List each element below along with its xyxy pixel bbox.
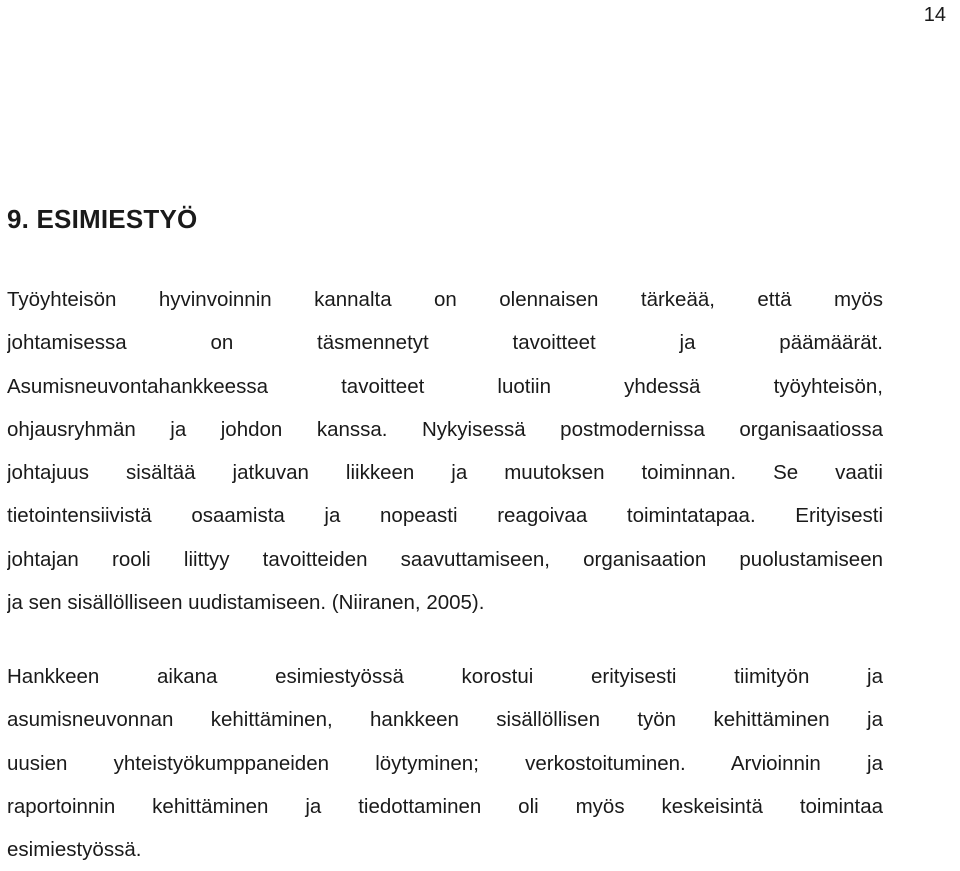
text-line: asumisneuvonnan kehittäminen, hankkeen sisällöllisen työn kehittäminen ja bbox=[7, 708, 883, 732]
text-line: esimiestyössä. bbox=[7, 838, 142, 862]
page-number: 14 bbox=[923, 4, 946, 26]
text-line: johtamisessa on täsmennetyt tavoitteet ja päämäärät. bbox=[7, 331, 883, 355]
text-line: uusien yhteistyökumppaneiden löytyminen; verkostoituminen. Arvioinnin ja bbox=[7, 751, 883, 775]
text-line: ohjausryhmän ja johdon kanssa. Nykyisessä postmodernissa organisaatiossa bbox=[7, 417, 883, 441]
text-line: Hankkeen aikana esimiestyössä korostui erityisesti tiimityön ja bbox=[7, 665, 883, 688]
paragraph-1 bbox=[7, 278, 883, 624]
text-line: ja sen sisällölliseen uudistamiseen. (Niiranen, 2005). bbox=[7, 591, 485, 615]
text-line: Työyhteisön hyvinvoinnin kannalta on olennaisen tärkeää, että myös bbox=[7, 288, 883, 311]
paragraph-2 bbox=[7, 655, 883, 871]
text-line: johtajuus sisältää jatkuvan liikkeen ja muutoksen toiminnan. Se vaatii bbox=[7, 461, 883, 485]
section-heading: 9. ESIMIESTYÖ bbox=[7, 204, 198, 234]
text-line: tietointensiivistä osaamista ja nopeasti reagoivaa toimintatapaa. Erityisesti bbox=[7, 504, 883, 528]
text-line: Asumisneuvontahankkeessa tavoitteet luotiin yhdessä työyhteisön, bbox=[7, 374, 883, 398]
text-line: raportoinnin kehittäminen ja tiedottaminen oli myös keskeisintä toimintaa bbox=[7, 794, 883, 818]
text-line: johtajan rooli liittyy tavoitteiden saavuttamiseen, organisaation puolustamiseen bbox=[7, 547, 883, 571]
